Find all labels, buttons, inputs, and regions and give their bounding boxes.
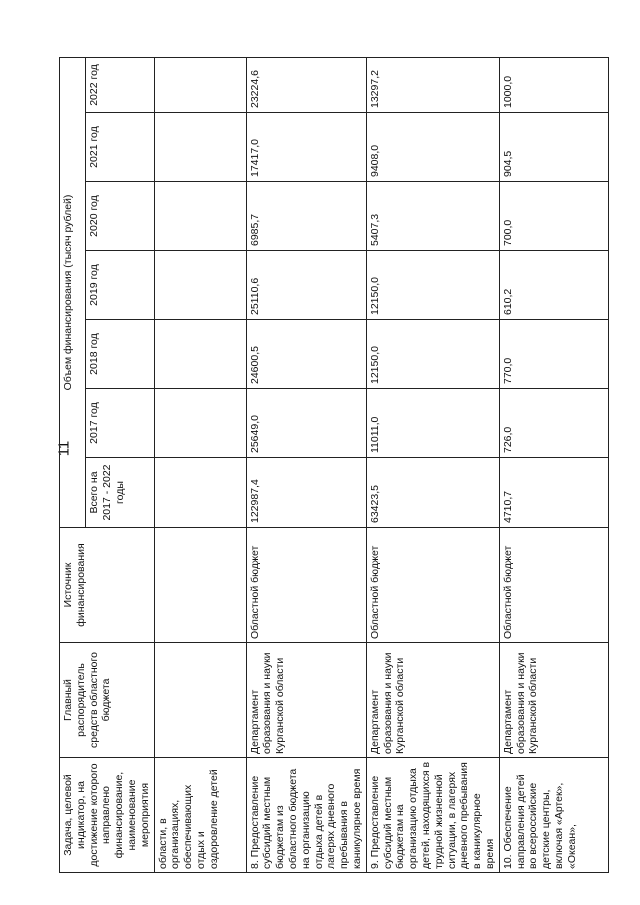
row-2021: 904,5 — [499, 113, 608, 182]
row-2018 — [154, 320, 246, 389]
row-manager: Департамент образования и науки Курганской области — [246, 643, 366, 758]
table-row — [246, 57, 366, 872]
row-task: 9. Предоставление субсидий местным бюджетам на организацию отдыха детей, находящихся в трудной жизненной ситуации, в лагерях дневного пребывания в каникулярное время — [366, 758, 499, 873]
header-2017: 2017 год — [86, 389, 155, 458]
row-2019: 12150,0 — [366, 251, 499, 320]
row-manager: Департамент образования и науки Курганской области — [366, 643, 499, 758]
row-2021: 17417,0 — [246, 113, 366, 182]
rotated-table-container — [59, 58, 576, 873]
row-2017: 11011,0 — [366, 389, 499, 458]
table-row — [154, 57, 246, 872]
row-source: Областной бюджет — [499, 528, 608, 643]
row-2019: 610,2 — [499, 251, 608, 320]
row-2020: 700,0 — [499, 182, 608, 251]
row-2017 — [154, 389, 246, 458]
table-row — [366, 57, 499, 872]
row-2019 — [154, 251, 246, 320]
row-2020: 5407,3 — [366, 182, 499, 251]
row-manager: Департамент образования и науки Курганской области — [499, 643, 608, 758]
header-2020: 2020 год — [86, 182, 155, 251]
row-2022: 1000,0 — [499, 57, 608, 112]
header-2018: 2018 год — [86, 320, 155, 389]
row-total — [154, 458, 246, 528]
table-row — [499, 57, 608, 872]
row-2018: 770,0 — [499, 320, 608, 389]
row-2022: 23224,6 — [246, 57, 366, 112]
row-2021 — [154, 113, 246, 182]
row-total: 122987,4 — [246, 458, 366, 528]
header-2021: 2021 год — [86, 113, 155, 182]
row-manager — [154, 643, 246, 758]
row-2017: 726,0 — [499, 389, 608, 458]
header-2022: 2022 год — [86, 57, 155, 112]
row-2020 — [154, 182, 246, 251]
row-total: 4710,7 — [499, 458, 608, 528]
row-2022 — [154, 57, 246, 112]
row-task: 10. Обеспечение направления детей во всероссийские детские центры, включая «Артек», «Океан», — [499, 758, 608, 873]
row-source — [154, 528, 246, 643]
row-2020: 6985,7 — [246, 182, 366, 251]
row-2018: 24600,5 — [246, 320, 366, 389]
header-task: Задача, целевой индикатор, на достижение которого направлено финансирование, наименование мероприятия — [60, 758, 155, 873]
page-number: 11 — [55, 440, 73, 457]
row-2021: 9408,0 — [366, 113, 499, 182]
row-2018: 12150,0 — [366, 320, 499, 389]
header-source: Источник финансирования — [60, 528, 155, 643]
row-2019: 25110,6 — [246, 251, 366, 320]
financing-table — [59, 57, 609, 873]
row-task: области, в организациях, обеспечивающих отдых и оздоровление детей — [154, 758, 246, 873]
header-manager: Главный распорядитель средств областного бюджета — [60, 643, 155, 758]
row-2017: 25649,0 — [246, 389, 366, 458]
row-2022: 13297,2 — [366, 57, 499, 112]
row-source: Областной бюджет — [246, 528, 366, 643]
row-task: 8. Предоставление субсидий местным бюджетам из областного бюджета на организацию отдыха детей в лагерях дневного пребывания в каникулярное время — [246, 758, 366, 873]
header-2019: 2019 год — [86, 251, 155, 320]
row-source: Областной бюджет — [366, 528, 499, 643]
row-total: 63423,5 — [366, 458, 499, 528]
header-total: Всего на 2017 - 2022 годы — [86, 458, 155, 528]
header-volume: Объем финансирования (тысяч рублей) — [60, 57, 86, 527]
